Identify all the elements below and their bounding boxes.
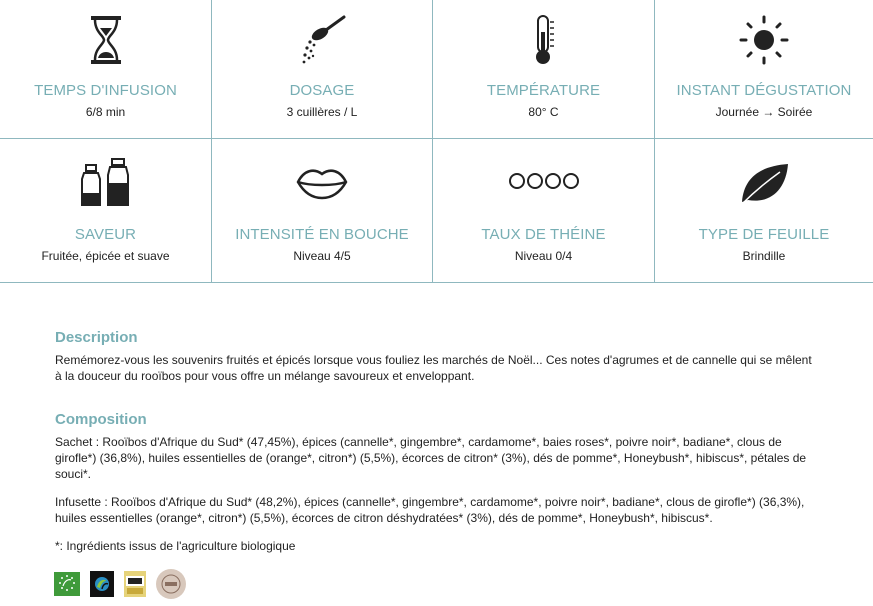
spec-flavor [0, 139, 211, 282]
grid-divider [0, 282, 873, 283]
spec-infusion-time [0, 0, 211, 138]
spec-value: 80° C [528, 105, 559, 119]
spec-dosage [212, 0, 432, 138]
spoon-icon [212, 14, 432, 66]
description-section [55, 329, 815, 384]
thermometer-icon [433, 14, 654, 66]
composition-infusette: Infusette : Rooïbos d'Afrique du Sud* (48,2%), épices (cannelle*, gingembre*, cardamome*, poivre noir*, badiane*, clous de girofle*) (36,3%), huiles essentielles (orange*, citron*) (5,5%), écorces de citron déshydratées* (3%), dés de pomme*, Honeybush*, hibiscus*. [55, 495, 805, 525]
spec-title: DOSAGE [289, 82, 355, 99]
spec-temperature [433, 0, 654, 138]
leaf-icon [655, 161, 873, 207]
jars-icon [0, 157, 211, 209]
spec-tasting-moment [655, 0, 873, 138]
sun-icon [655, 14, 873, 66]
circles-icon [433, 167, 654, 195]
composition-heading: Composition [55, 411, 147, 428]
spec-title: SAVEUR [74, 226, 137, 243]
composition-sachet: Sachet : Rooïbos d'Afrique du Sud* (47,45%), épices (cannelle*, gingembre*, cardamome*, baies roses*, poivre noir*, badiane*, clous de girofle*) (36,8%), huiles essentielles de (orange*, citron*) (5,5%), écorces de citron* (3%), dés de pomme*, Honeybush*, hibiscus*, pétales de souci*. [55, 435, 807, 481]
spec-value: Brindille [742, 249, 786, 263]
spec-title: INTENSITÉ EN BOUCHE [235, 226, 409, 243]
spec-value: 3 cuillères / L [286, 105, 358, 119]
spec-value: Niveau 0/4 [514, 249, 573, 263]
composition-section [55, 411, 815, 554]
spec-title: TYPE DE FEUILLE [698, 226, 830, 243]
spec-intensity [212, 139, 432, 282]
description-heading: Description [55, 329, 138, 346]
spec-title: TEMPÉRATURE [486, 82, 601, 99]
lips-icon [212, 161, 432, 205]
description-text: Remémorez-vous les souvenirs fruités et épicés lorsque vous fouliez les marchés de Noël... Ces notes d'agrumes et de cannelle qui se mêlent à la douceur du rooïbos pour vous offre un mélange savoureux et enveloppant. [55, 353, 812, 383]
spec-title: INSTANT DÉGUSTATION [676, 82, 852, 99]
spec-title: TAUX DE THÉINE [481, 226, 606, 243]
spec-theine [433, 139, 654, 282]
spec-value: Journée → Soirée [715, 105, 813, 119]
certification-logos [54, 569, 186, 599]
hourglass-icon [0, 14, 211, 66]
spec-title: TEMPS D'INFUSION [34, 82, 177, 99]
spec-value: Fruitée, épicée et suave [41, 249, 170, 263]
bio-label-logo [124, 571, 146, 597]
maison-seal-logo [156, 569, 186, 599]
fairtrade-logo [90, 571, 114, 597]
eu-organic-logo [54, 572, 80, 596]
spec-leaf-type [655, 139, 873, 282]
spec-value: 6/8 min [85, 105, 126, 119]
organic-footnote: *: Ingrédients issus de l'agriculture biologique [55, 539, 296, 553]
spec-value: Niveau 4/5 [293, 249, 351, 263]
tea-specs-grid [0, 0, 873, 283]
